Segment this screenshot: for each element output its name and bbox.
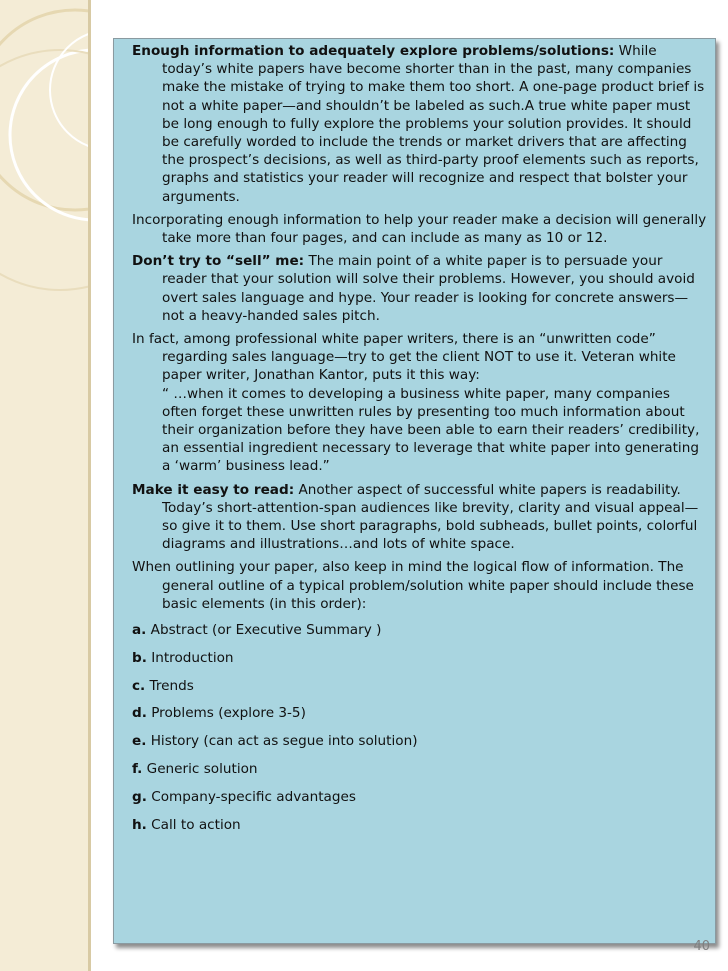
side-divider [88,0,91,971]
paragraph-text: In fact, among professional white paper writers, there is an “unwritten code” regarding sales language—try to get the client NOT to use it. Veteran white paper writer, Jonathan Kantor, puts it this way: [132,331,676,384]
list-letter: d. [132,705,147,722]
paragraph-dont-sell [132,252,708,325]
paragraph-incorporating [132,211,708,247]
decorative-side-band [0,0,88,971]
list-letter: c. [132,677,146,694]
list-item [132,732,708,750]
list-text: Abstract (or Executive Summary ) [146,622,382,639]
paragraph-easy-to-read [132,481,708,554]
paragraph-heading: Make it easy to read: [132,481,295,498]
slide-body [132,42,708,843]
list-item [132,760,708,778]
list-item [132,816,708,834]
list-letter: g. [132,788,147,805]
outline-list [132,621,708,834]
list-text: History (can act as segue into solution) [146,733,418,750]
list-text: Trends [145,677,194,694]
list-item [132,621,708,639]
list-text: Company-specific advantages [146,788,356,805]
list-item [132,677,708,695]
paragraph-text: Another aspect of successful white papers is readability. Today’s short-attention-span audiences like brevity, clarity and visual appeal—so give it to them. Use short paragraphs, bold subheads, bullet points, colorful diagrams and illustrations…and lots of white space. [162,481,699,553]
paragraph-text: Incorporating enough information to help your reader make a decision will generally take more than four pages, and can include as many as 10 or 12. [132,211,707,247]
paragraph-text: When outlining your paper, also keep in mind the logical flow of information. The general outline of a typical problem/solution white paper should include these basic elements (in this order): [132,559,694,612]
paragraph-text: The main point of a white paper is to persuade your reader that your solution will solve their problems. However, you should avoid overt sales language and hype. Your reader is looking for concrete answers—not a heavy-handed sales pitch. [162,253,695,324]
paragraph-outlining [132,558,708,613]
list-text: Generic solution [142,761,258,778]
list-item [132,649,708,667]
paragraph-heading: Don’t try to “sell” me: [132,253,305,270]
list-text: Introduction [146,649,234,666]
list-letter: h. [132,816,147,833]
list-letter: e. [132,733,147,750]
list-letter: b. [132,649,147,666]
list-letter: a. [132,622,147,639]
swirl-ornament-icon [0,0,88,971]
paragraph-heading: Enough information to adequately explore problems/solutions: [132,43,615,59]
list-item [132,704,708,722]
kantor-quote: “ …when it comes to developing a business white paper, many companies often forget these unwritten rules by presenting too much information about their organization before they have been able to earn their readers’ credibility, an essential ingredient necessary to leverage that white paper into generating a ‘warm’ business lead.” [162,385,700,475]
list-letter: f. [132,761,143,778]
page-number: 40 [693,939,710,954]
list-text: Problems (explore 3-5) [146,705,306,722]
paragraph-enough-information [132,42,708,206]
list-item [132,788,708,806]
paragraph-text: While today’s white papers have become shorter than in the past, many companies make the mistake of trying to make them too short. A one-page product brief is not a white paper—and shouldn’t be labeled as such.A true white paper must be long enough to fully explore the problems your solution provides. It should be carefully worded to include the trends or market drivers that are affecting the prospect’s decisions, as well as third-party proof elements such as reports, graphs and statistics your reader will recognize and respect that bolster your arguments. [162,43,705,205]
list-text: Call to action [146,816,241,833]
paragraph-unwritten-code [132,330,708,476]
